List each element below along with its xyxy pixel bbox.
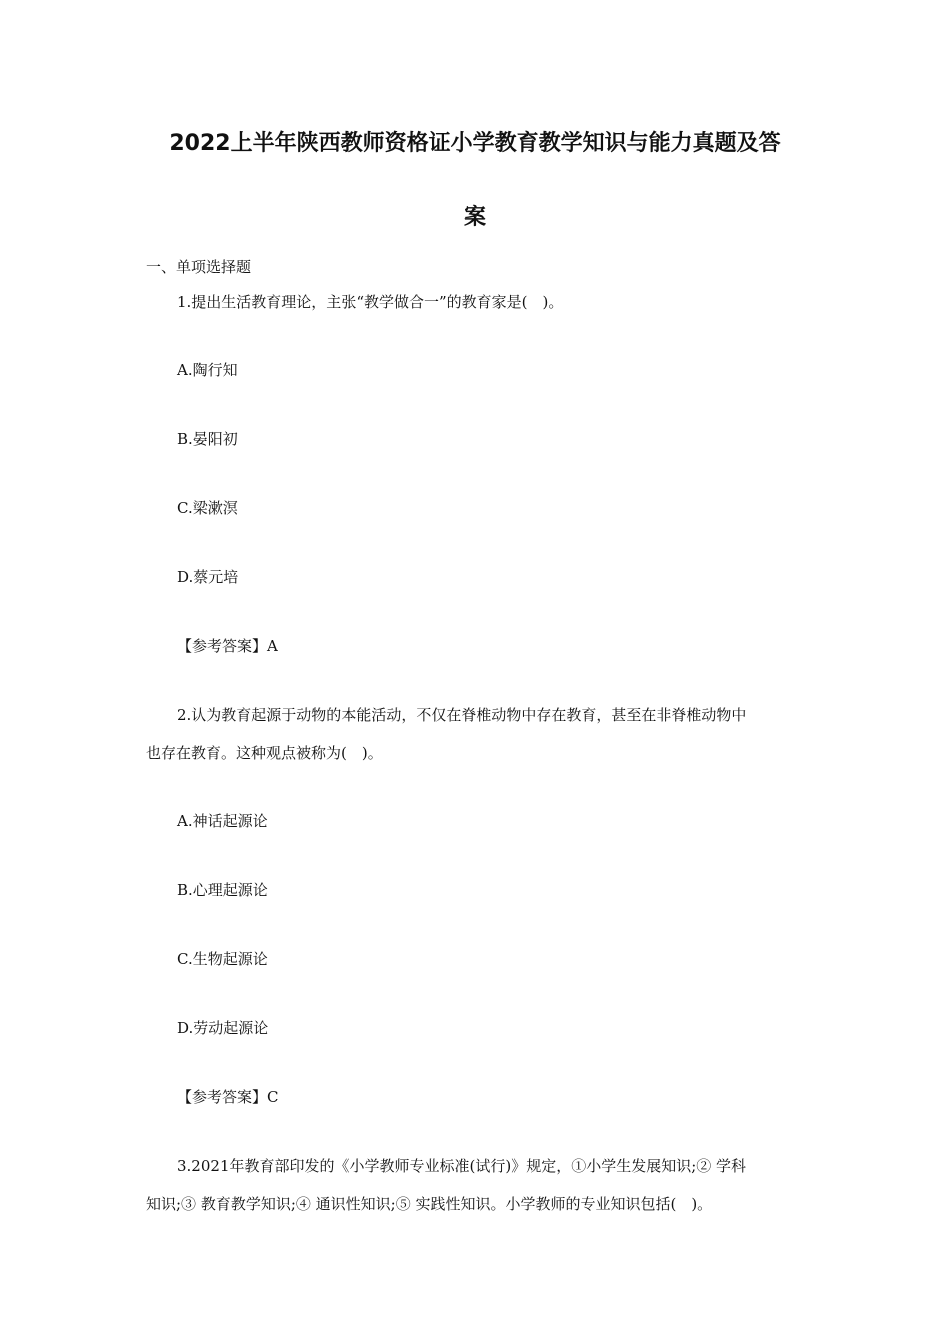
question-2-option-b: B.心理起源论: [177, 881, 268, 899]
question-2-option-c: C.生物起源论: [177, 950, 268, 968]
question-1-option-c: C.梁漱溟: [177, 499, 238, 517]
page-title-line-1: 2022上半年陕西教师资格证小学教育教学知识与能力真题及答: [169, 131, 781, 156]
section-heading: 一、单项选择题: [146, 258, 252, 276]
question-2-stem-line-2: 也存在教育。这种观点被称为( )。: [146, 744, 383, 762]
question-2-answer: 【参考答案】C: [177, 1088, 279, 1106]
question-3-stem-line-1: 3.2021年教育部印发的《小学教师专业标准(试行)》规定，①小学生发展知识;② 学科: [177, 1157, 747, 1175]
question-1-option-b: B.晏阳初: [177, 430, 238, 448]
question-3-stem-line-2: 知识;③ 教育教学知识;④ 通识性知识;⑤ 实践性知识。小学教师的专业知识包括( )。: [146, 1195, 713, 1213]
question-1-option-d: D.蔡元培: [177, 568, 239, 586]
page-title-line-2: 案: [463, 205, 486, 230]
question-2-stem-line-1: 2.认为教育起源于动物的本能活动，不仅在脊椎动物中存在教育，甚至在非脊椎动物中: [177, 706, 747, 724]
question-1-stem: 1.提出生活教育理论，主张“教学做合一”的教育家是( )。: [177, 293, 564, 311]
question-1-option-a: A.陶行知: [177, 361, 238, 379]
question-1-answer: 【参考答案】A: [177, 637, 278, 655]
question-2-option-a: A.神话起源论: [177, 812, 268, 830]
question-2-option-d: D.劳动起源论: [177, 1019, 269, 1037]
